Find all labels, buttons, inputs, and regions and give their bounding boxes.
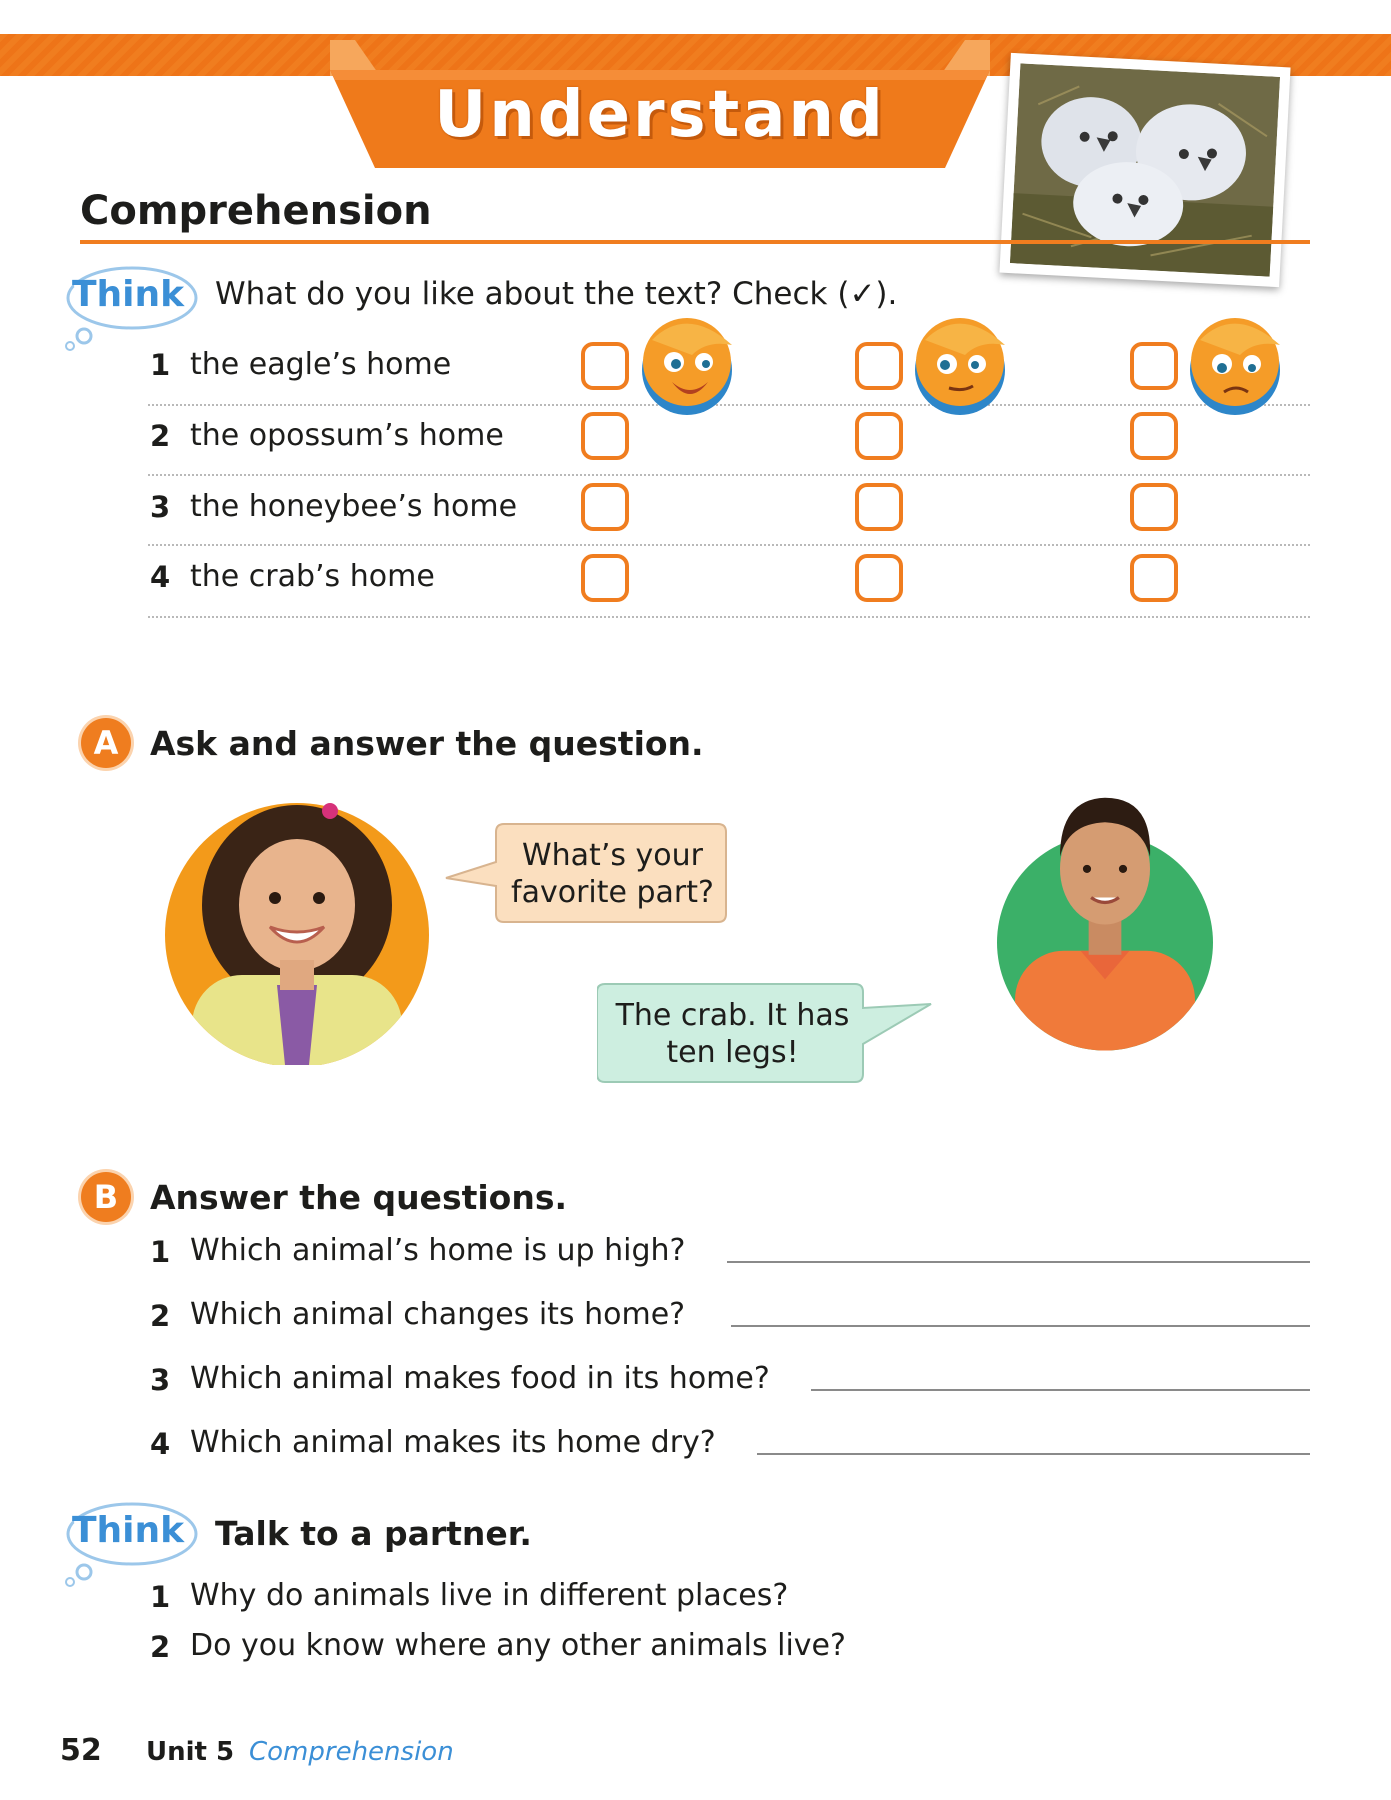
talk-question-number: 1: [150, 1580, 171, 1614]
section-a-title: Ask and answer the question.: [150, 724, 704, 763]
comprehension-question: What do you like about the text? Check (✓).: [215, 276, 898, 312]
girl-avatar: [162, 795, 432, 1065]
talk-question-number: 2: [150, 1630, 171, 1664]
section-heading-comprehension: Comprehension: [80, 188, 432, 234]
row-number: 1: [150, 348, 171, 382]
girl-bubble-line1: What’s your: [522, 838, 703, 873]
eaglet-nest-photo: [1010, 63, 1280, 276]
boy-avatar: [970, 783, 1240, 1053]
checkbox-dislike-crab[interactable]: [1130, 554, 1178, 602]
question-text: Which animal makes food in its home?: [190, 1361, 770, 1396]
row-label: the opossum’s home: [190, 418, 504, 453]
section-a-badge: A: [81, 718, 131, 768]
checkbox-ok-crab[interactable]: [855, 554, 903, 602]
checkbox-ok-eagle[interactable]: [855, 342, 903, 390]
row-divider: [148, 474, 1310, 476]
row-number: 2: [150, 419, 171, 453]
answer-line[interactable]: [757, 1453, 1310, 1455]
think-label: Think: [71, 274, 185, 315]
checkbox-like-opossum[interactable]: [581, 412, 629, 460]
footer-section: Comprehension: [249, 1737, 454, 1767]
talk-title: Talk to a partner.: [215, 1514, 532, 1553]
answer-line[interactable]: [731, 1325, 1310, 1327]
checkbox-ok-honeybee[interactable]: [855, 483, 903, 531]
row-label: the crab’s home: [190, 559, 435, 594]
question-number: 1: [150, 1235, 171, 1269]
heading-rule: [80, 240, 1310, 244]
boy-bubble-line2: ten legs!: [666, 1035, 799, 1070]
neutral-face-icon: [905, 310, 1015, 420]
boy-bubble-line1: The crab. It has: [615, 998, 850, 1033]
checkbox-ok-opossum[interactable]: [855, 412, 903, 460]
row-label: the honeybee’s home: [190, 489, 518, 524]
question-number: 2: [150, 1299, 171, 1333]
page-number: 52: [60, 1733, 102, 1768]
talk-question-text: Why do animals live in different places?: [190, 1578, 789, 1613]
section-b-title: Answer the questions.: [150, 1178, 568, 1217]
answer-line[interactable]: [727, 1261, 1310, 1263]
question-number: 3: [150, 1363, 171, 1397]
answer-line[interactable]: [811, 1389, 1310, 1391]
question-number: 4: [150, 1427, 171, 1461]
page-title: Understand: [434, 78, 886, 152]
question-text: Which animal’s home is up high?: [190, 1233, 686, 1268]
question-text: Which animal makes its home dry?: [190, 1425, 716, 1460]
row-label: the eagle’s home: [190, 347, 452, 382]
checkbox-dislike-opossum[interactable]: [1130, 412, 1178, 460]
sad-face-icon: [1180, 310, 1290, 420]
eaglet-photo-frame: [999, 53, 1290, 287]
happy-face-icon: [632, 310, 742, 420]
row-number: 4: [150, 560, 171, 594]
think-label: Think: [71, 1510, 185, 1551]
row-divider: [148, 616, 1310, 618]
talk-question-text: Do you know where any other animals live?: [190, 1628, 846, 1663]
row-divider: [148, 544, 1310, 546]
checkbox-like-honeybee[interactable]: [581, 483, 629, 531]
question-text: Which animal changes its home?: [190, 1297, 686, 1332]
section-b-badge: B: [81, 1172, 131, 1222]
think-badge: [62, 1498, 202, 1588]
checkbox-like-crab[interactable]: [581, 554, 629, 602]
footer-unit: Unit 5: [146, 1737, 235, 1767]
checkbox-dislike-eagle[interactable]: [1130, 342, 1178, 390]
girl-bubble-line2: favorite part?: [511, 875, 714, 910]
row-number: 3: [150, 490, 171, 524]
checkbox-like-eagle[interactable]: [581, 342, 629, 390]
think-badge: [62, 262, 202, 352]
checkbox-dislike-honeybee[interactable]: [1130, 483, 1178, 531]
